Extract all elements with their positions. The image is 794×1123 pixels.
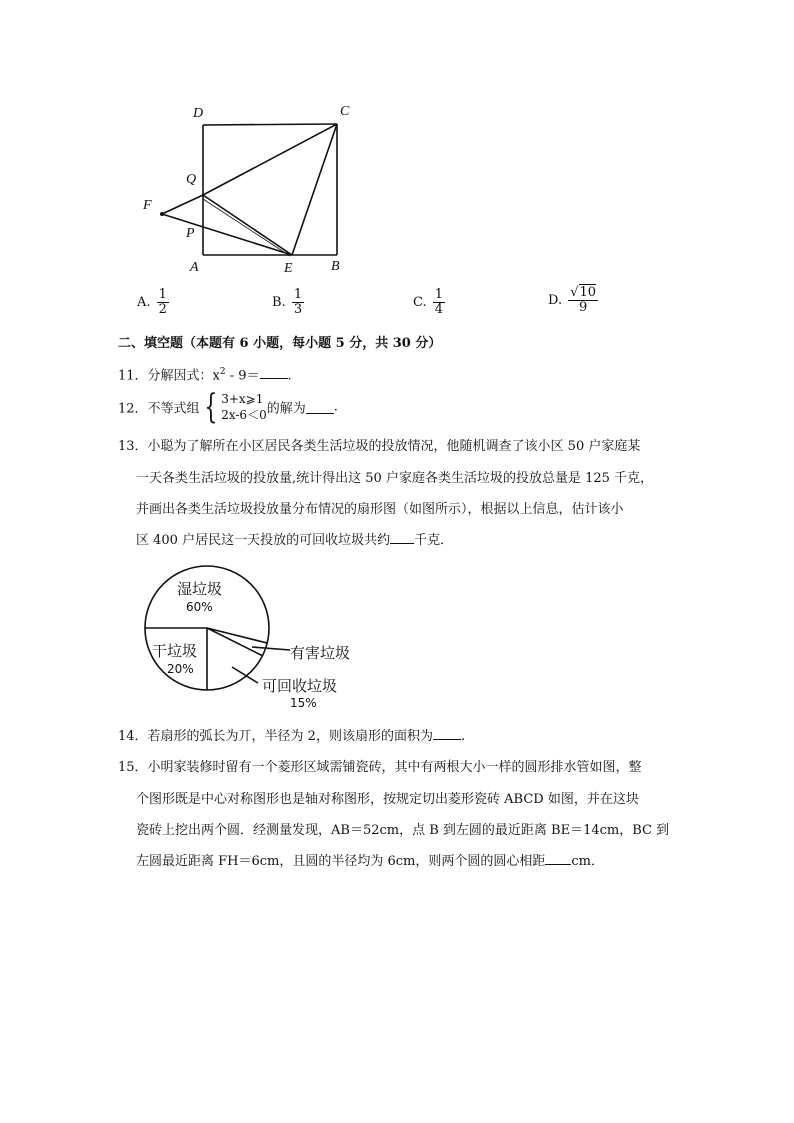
pie-label-recycle: 可回收垃圾 [262, 677, 338, 695]
answer-blank[interactable] [390, 531, 414, 544]
geometry-figure [130, 95, 370, 285]
pie-pct-recycle: 15% [290, 696, 317, 710]
question-11 [118, 362, 292, 386]
answer-blank[interactable] [260, 366, 288, 379]
q13-line-4-text: 区 400 户居民这一天投放的可回收垃圾共约 [136, 533, 391, 548]
choice-a[interactable] [137, 288, 169, 317]
fraction [157, 288, 169, 317]
point-label-f: F [143, 198, 152, 213]
q11-end: . [287, 368, 292, 384]
point-label-q: Q [186, 172, 197, 187]
section-header: 二、填空题（本题有 6 小题，每小题 5 分，共 30 分） [118, 336, 442, 351]
question-13-line-4 [136, 531, 453, 551]
choice-letter: D. [548, 293, 563, 308]
question-13-line-2: 一天各类生活垃圾的投放量,统计得出这 50 户家庭各类生活垃圾的投放总量是 125 千克， [136, 471, 654, 486]
denominator: 3 [293, 302, 303, 317]
numerator: 1 [434, 287, 444, 302]
point-label-a: A [190, 260, 199, 275]
point-label-d: D [193, 106, 204, 121]
numerator: 1 [293, 287, 303, 302]
question-12 [118, 387, 338, 427]
sqrt-radicand: 10 [579, 285, 597, 300]
q12-end: . [333, 399, 338, 415]
numerator: √10 [570, 285, 597, 300]
choice-letter: B. [272, 295, 286, 310]
answer-blank[interactable] [306, 401, 334, 414]
q14-end: . [460, 729, 466, 744]
q15-line-4-end: cm． [571, 854, 604, 869]
pie-label-harmful: 有害垃圾 [290, 644, 351, 662]
inequality-system [221, 391, 267, 423]
choice-d[interactable] [548, 286, 598, 315]
question-15-line-3: 瓷砖上挖出两个圆．经测量发现，AB＝52cm，点 B 到左圆的最近距离 BE＝14cm，BC 到 [136, 823, 670, 838]
point-label-b: B [331, 259, 340, 274]
q11-prefix: 11．分解因式：x [118, 368, 220, 384]
denominator: 2 [158, 302, 167, 317]
choice-c[interactable] [413, 288, 445, 317]
brace-icon: { [203, 387, 217, 427]
point-label-e: E [284, 261, 293, 276]
inequality-row-2: 2x-6＜0 [221, 408, 267, 422]
q11-suffix: - 9＝ [225, 368, 260, 384]
pie-label-dry: 干垃圾 [152, 642, 198, 660]
q15-line-4-text: 左圆最近距离 FH＝6cm，且圆的半径均为 6cm，则两个圆的圆心相距 [136, 854, 546, 869]
q11-exponent: 2 [219, 367, 226, 377]
point-label-p: P [186, 226, 195, 241]
question-15-line-2: 个图形既是中心对称图形也是轴对称图形，按规定切出菱形瓷砖 ABCD 如图，并在这块 [136, 792, 639, 807]
q12-prefix: 12．不等式组 [118, 401, 200, 417]
choice-letter: A. [137, 295, 151, 310]
denominator: 4 [434, 302, 444, 317]
fraction [292, 288, 304, 317]
choice-letter: C. [413, 295, 427, 310]
pie-pct-dry: 20% [167, 662, 194, 676]
choice-b[interactable] [272, 288, 304, 317]
question-13-line-3: 并画出各类生活垃圾投放量分布情况的扇形图（如图所示），根据以上信息，估计该小 [136, 502, 624, 517]
inequality-row-1: 3+x⩾1 [221, 392, 264, 406]
denominator: 9 [579, 300, 588, 315]
question-15-line-1: 15．小明家装修时留有一个菱形区域需铺瓷砖，其中有两根大小一样的圆形排水管如图，整 [118, 760, 642, 775]
point-label-c: C [340, 104, 350, 119]
fraction [433, 288, 445, 317]
question-13-line-1: 13．小聪为了解所在小区居民各类生活垃圾的投放情况，他随机调查了该小区 50 户家庭某 [118, 439, 641, 454]
q12-suffix: 的解为 [266, 401, 306, 417]
question-15-line-4 [136, 852, 604, 872]
pie-label-wet: 湿垃圾 [177, 580, 223, 598]
q14-text: 14．若扇形的弧长为丌，半径为 2，则该扇形的面积为 [118, 729, 433, 744]
q13-line-4-end: 千克． [414, 533, 454, 548]
fraction [568, 286, 598, 315]
answer-blank[interactable] [433, 727, 461, 740]
answer-blank[interactable] [545, 852, 571, 865]
numerator: 1 [158, 287, 167, 302]
pie-pct-wet: 60% [186, 600, 213, 614]
question-14 [118, 727, 465, 747]
